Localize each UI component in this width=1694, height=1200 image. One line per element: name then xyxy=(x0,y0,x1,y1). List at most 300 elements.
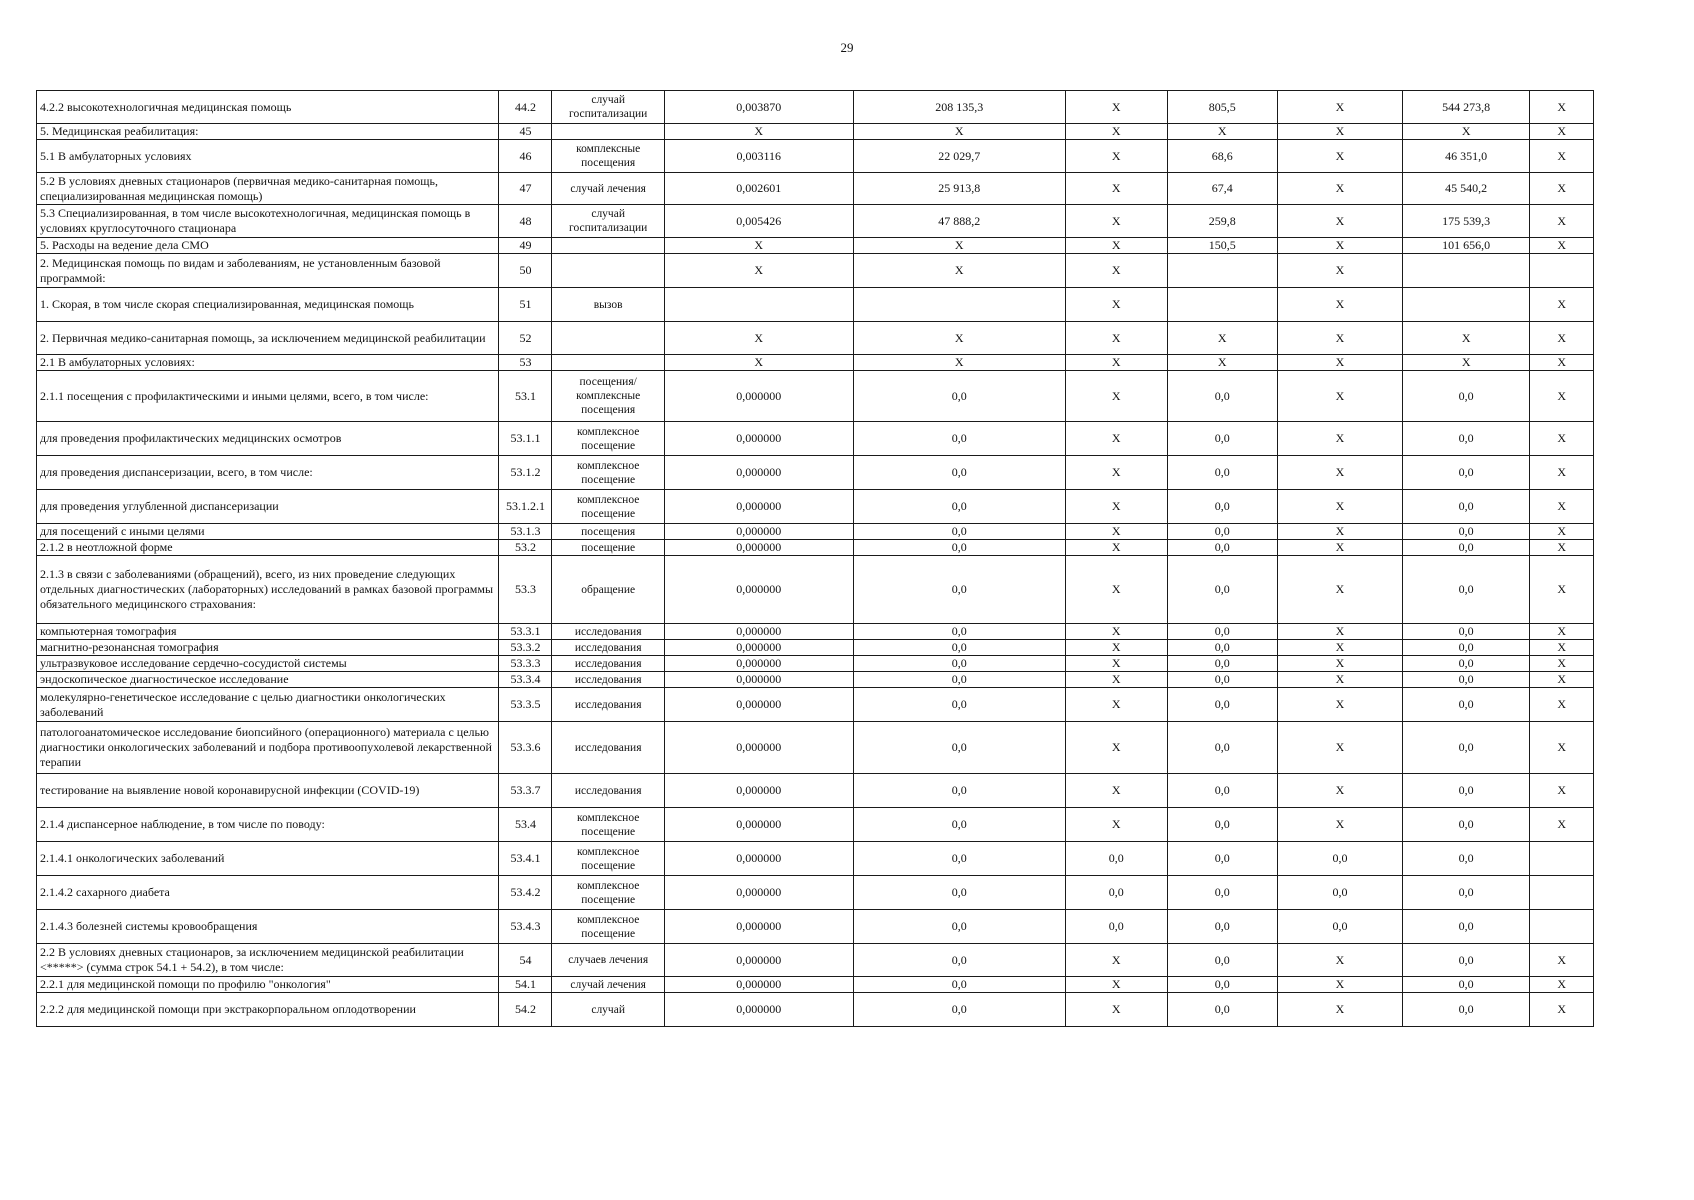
row-per-capita-budget: 0,0 xyxy=(1065,910,1167,944)
table-row xyxy=(37,722,1594,774)
row-per-capita-budget: X xyxy=(1065,722,1167,774)
table-row xyxy=(37,524,1594,540)
row-cost-norm: X xyxy=(853,322,1065,355)
row-code: 53 xyxy=(499,355,552,371)
row-code: 53.4.2 xyxy=(499,876,552,910)
row-total-budget: X xyxy=(1277,808,1402,842)
row-name: 2. Медицинская помощь по видам и заболеваниям, не установленным базовой программой: xyxy=(37,254,499,288)
row-per-capita-oms: 0,0 xyxy=(1167,944,1277,977)
row-total-budget: X xyxy=(1277,540,1402,556)
row-name: 5. Медицинская реабилитация: xyxy=(37,124,499,140)
row-code: 50 xyxy=(499,254,552,288)
row-total-budget: X xyxy=(1277,993,1402,1027)
row-cost-norm: X xyxy=(853,238,1065,254)
row-cost-norm: 0,0 xyxy=(853,540,1065,556)
row-per-capita-oms: 0,0 xyxy=(1167,993,1277,1027)
row-name: для проведения профилактических медицинских осмотров xyxy=(37,422,499,456)
row-unit: исследования xyxy=(552,688,664,722)
row-volume-norm: 0,000000 xyxy=(664,540,853,556)
row-share: X xyxy=(1530,322,1594,355)
row-volume-norm: X xyxy=(664,124,853,140)
row-cost-norm: 0,0 xyxy=(853,640,1065,656)
row-share: X xyxy=(1530,371,1594,422)
row-volume-norm: 0,000000 xyxy=(664,371,853,422)
row-name: 4.2.2 высокотехнологичная медицинская помощь xyxy=(37,91,499,124)
table-row xyxy=(37,993,1594,1027)
row-cost-norm: 0,0 xyxy=(853,456,1065,490)
row-total-oms: 0,0 xyxy=(1403,977,1530,993)
row-total-oms: X xyxy=(1403,355,1530,371)
row-per-capita-oms: 0,0 xyxy=(1167,540,1277,556)
row-unit: исследования xyxy=(552,656,664,672)
row-volume-norm: 0,000000 xyxy=(664,722,853,774)
table-row xyxy=(37,173,1594,205)
row-share: X xyxy=(1530,205,1594,238)
row-total-oms: 46 351,0 xyxy=(1403,140,1530,173)
row-total-oms: 0,0 xyxy=(1403,876,1530,910)
row-per-capita-oms: 0,0 xyxy=(1167,842,1277,876)
row-cost-norm: 0,0 xyxy=(853,774,1065,808)
row-share: X xyxy=(1530,808,1594,842)
row-per-capita-budget: X xyxy=(1065,774,1167,808)
row-total-oms: 0,0 xyxy=(1403,672,1530,688)
row-cost-norm: X xyxy=(853,124,1065,140)
row-volume-norm: 0,002601 xyxy=(664,173,853,205)
row-per-capita-oms xyxy=(1167,288,1277,322)
row-total-budget: X xyxy=(1277,254,1402,288)
table-row xyxy=(37,456,1594,490)
row-cost-norm: 0,0 xyxy=(853,944,1065,977)
row-per-capita-budget: X xyxy=(1065,140,1167,173)
row-per-capita-oms: 0,0 xyxy=(1167,722,1277,774)
row-total-budget: X xyxy=(1277,238,1402,254)
row-total-oms: 0,0 xyxy=(1403,490,1530,524)
row-volume-norm: 0,000000 xyxy=(664,993,853,1027)
row-per-capita-oms xyxy=(1167,254,1277,288)
table-row xyxy=(37,140,1594,173)
row-share: X xyxy=(1530,91,1594,124)
row-code: 53.3.4 xyxy=(499,672,552,688)
row-total-oms xyxy=(1403,254,1530,288)
row-total-budget: X xyxy=(1277,688,1402,722)
row-unit: комплексное посещение xyxy=(552,456,664,490)
row-per-capita-budget: X xyxy=(1065,91,1167,124)
row-code: 49 xyxy=(499,238,552,254)
table-row xyxy=(37,944,1594,977)
row-volume-norm: X xyxy=(664,238,853,254)
data-table xyxy=(36,90,1594,1027)
row-unit: комплексное посещение xyxy=(552,910,664,944)
row-cost-norm: 0,0 xyxy=(853,993,1065,1027)
row-cost-norm: X xyxy=(853,254,1065,288)
row-name: тестирование на выявление новой коронавирусной инфекции (COVID-19) xyxy=(37,774,499,808)
row-per-capita-budget: X xyxy=(1065,205,1167,238)
row-code: 53.3.3 xyxy=(499,656,552,672)
row-volume-norm: 0,000000 xyxy=(664,808,853,842)
row-total-oms: 0,0 xyxy=(1403,722,1530,774)
row-volume-norm: 0,000000 xyxy=(664,688,853,722)
row-unit: исследования xyxy=(552,722,664,774)
row-per-capita-oms: 0,0 xyxy=(1167,672,1277,688)
row-total-budget: X xyxy=(1277,722,1402,774)
row-name: патологоанатомическое исследование биопсийного (операционного) материала с целью диагностики онкологических заболеваний и подбора противоопухолевой лекарственной терапии xyxy=(37,722,499,774)
table-row xyxy=(37,540,1594,556)
row-unit: посещение xyxy=(552,540,664,556)
table-row xyxy=(37,288,1594,322)
row-name: 2. Первичная медико-санитарная помощь, за исключением медицинской реабилитации xyxy=(37,322,499,355)
row-per-capita-budget: X xyxy=(1065,238,1167,254)
row-total-budget: 0,0 xyxy=(1277,842,1402,876)
row-name: 2.2 В условиях дневных стационаров, за исключением медицинской реабилитации <*****> (сумма строк 54.1 + 54.2), в том числе: xyxy=(37,944,499,977)
row-cost-norm: 0,0 xyxy=(853,422,1065,456)
row-per-capita-budget: X xyxy=(1065,422,1167,456)
table-row xyxy=(37,656,1594,672)
row-total-oms: X xyxy=(1403,322,1530,355)
row-code: 52 xyxy=(499,322,552,355)
row-name: 2.1.4.1 онкологических заболеваний xyxy=(37,842,499,876)
row-share: X xyxy=(1530,774,1594,808)
row-code: 46 xyxy=(499,140,552,173)
row-per-capita-oms: 0,0 xyxy=(1167,524,1277,540)
row-total-budget: X xyxy=(1277,288,1402,322)
row-per-capita-oms: 0,0 xyxy=(1167,371,1277,422)
row-name: для проведения диспансеризации, всего, в том числе: xyxy=(37,456,499,490)
row-name: магнитно-резонансная томография xyxy=(37,640,499,656)
row-unit: обращение xyxy=(552,556,664,624)
row-code: 53.1.1 xyxy=(499,422,552,456)
row-total-budget: X xyxy=(1277,944,1402,977)
row-volume-norm: 0,000000 xyxy=(664,490,853,524)
row-share: X xyxy=(1530,656,1594,672)
row-total-oms: 45 540,2 xyxy=(1403,173,1530,205)
row-volume-norm: 0,000000 xyxy=(664,944,853,977)
row-volume-norm: 0,000000 xyxy=(664,910,853,944)
row-volume-norm: X xyxy=(664,254,853,288)
row-per-capita-oms: 0,0 xyxy=(1167,977,1277,993)
table-row xyxy=(37,624,1594,640)
row-code: 54.1 xyxy=(499,977,552,993)
row-total-oms: 175 539,3 xyxy=(1403,205,1530,238)
row-code: 51 xyxy=(499,288,552,322)
row-volume-norm: 0,000000 xyxy=(664,422,853,456)
row-per-capita-budget: X xyxy=(1065,540,1167,556)
row-total-budget: X xyxy=(1277,556,1402,624)
row-code: 53.3.5 xyxy=(499,688,552,722)
row-code: 53.4.3 xyxy=(499,910,552,944)
row-total-budget: X xyxy=(1277,774,1402,808)
row-per-capita-budget: 0,0 xyxy=(1065,876,1167,910)
row-unit: комплексное посещение xyxy=(552,490,664,524)
row-unit: исследования xyxy=(552,672,664,688)
page-number: 29 xyxy=(840,40,854,55)
row-cost-norm: 0,0 xyxy=(853,910,1065,944)
row-per-capita-budget: X xyxy=(1065,288,1167,322)
row-unit: исследования xyxy=(552,640,664,656)
row-total-oms: 0,0 xyxy=(1403,842,1530,876)
row-cost-norm: X xyxy=(853,355,1065,371)
row-code: 53.3.1 xyxy=(499,624,552,640)
row-share: X xyxy=(1530,556,1594,624)
row-share: X xyxy=(1530,624,1594,640)
row-volume-norm: X xyxy=(664,322,853,355)
table-row xyxy=(37,910,1594,944)
row-total-oms: 0,0 xyxy=(1403,688,1530,722)
row-volume-norm: 0,003870 xyxy=(664,91,853,124)
row-volume-norm: 0,000000 xyxy=(664,556,853,624)
row-total-budget: X xyxy=(1277,977,1402,993)
row-per-capita-budget: X xyxy=(1065,688,1167,722)
table-row xyxy=(37,774,1594,808)
row-code: 45 xyxy=(499,124,552,140)
row-share xyxy=(1530,910,1594,944)
row-unit: исследования xyxy=(552,774,664,808)
row-name: 2.1.4.3 болезней системы кровообращения xyxy=(37,910,499,944)
row-name: 5.1 В амбулаторных условиях xyxy=(37,140,499,173)
row-cost-norm: 0,0 xyxy=(853,624,1065,640)
row-volume-norm: 0,000000 xyxy=(664,977,853,993)
row-share: X xyxy=(1530,238,1594,254)
row-share: X xyxy=(1530,672,1594,688)
row-cost-norm: 0,0 xyxy=(853,524,1065,540)
row-total-budget: X xyxy=(1277,205,1402,238)
row-total-budget: X xyxy=(1277,624,1402,640)
table-row xyxy=(37,876,1594,910)
row-unit: случай лечения xyxy=(552,977,664,993)
row-code: 53.1.2.1 xyxy=(499,490,552,524)
row-code: 54.2 xyxy=(499,993,552,1027)
row-per-capita-oms: 0,0 xyxy=(1167,490,1277,524)
table-row xyxy=(37,490,1594,524)
row-share: X xyxy=(1530,977,1594,993)
row-per-capita-budget: X xyxy=(1065,672,1167,688)
row-share xyxy=(1530,842,1594,876)
row-code: 53.2 xyxy=(499,540,552,556)
row-volume-norm: 0,000000 xyxy=(664,774,853,808)
row-name: 2.1.1 посещения с профилактическими и иными целями, всего, в том числе: xyxy=(37,371,499,422)
row-cost-norm: 0,0 xyxy=(853,556,1065,624)
row-per-capita-oms: 0,0 xyxy=(1167,808,1277,842)
row-code: 53.1 xyxy=(499,371,552,422)
row-unit xyxy=(552,238,664,254)
row-per-capita-oms: 0,0 xyxy=(1167,624,1277,640)
row-per-capita-oms: 0,0 xyxy=(1167,640,1277,656)
row-share: X xyxy=(1530,944,1594,977)
row-name: 2.1.4 диспансерное наблюдение, в том числе по поводу: xyxy=(37,808,499,842)
row-per-capita-budget: X xyxy=(1065,124,1167,140)
row-name: 1. Скорая, в том числе скорая специализированная, медицинская помощь xyxy=(37,288,499,322)
row-per-capita-oms: 0,0 xyxy=(1167,456,1277,490)
row-volume-norm: 0,000000 xyxy=(664,672,853,688)
row-total-budget: X xyxy=(1277,140,1402,173)
row-per-capita-budget: 0,0 xyxy=(1065,842,1167,876)
row-name: 2.1.2 в неотложной форме xyxy=(37,540,499,556)
row-per-capita-oms: X xyxy=(1167,322,1277,355)
row-unit xyxy=(552,124,664,140)
row-per-capita-oms: 805,5 xyxy=(1167,91,1277,124)
row-per-capita-budget: X xyxy=(1065,173,1167,205)
table-row xyxy=(37,842,1594,876)
row-cost-norm: 0,0 xyxy=(853,688,1065,722)
table-row xyxy=(37,808,1594,842)
row-name: 2.1.4.2 сахарного диабета xyxy=(37,876,499,910)
table-row xyxy=(37,371,1594,422)
row-total-budget: X xyxy=(1277,422,1402,456)
row-total-budget: X xyxy=(1277,91,1402,124)
row-unit: посещения/комплексные посещения xyxy=(552,371,664,422)
row-cost-norm: 0,0 xyxy=(853,842,1065,876)
row-code: 53.1.2 xyxy=(499,456,552,490)
row-per-capita-budget: X xyxy=(1065,456,1167,490)
row-share xyxy=(1530,876,1594,910)
row-total-oms: 0,0 xyxy=(1403,422,1530,456)
row-cost-norm: 0,0 xyxy=(853,808,1065,842)
row-volume-norm: 0,000000 xyxy=(664,640,853,656)
row-name: эндоскопическое диагностическое исследование xyxy=(37,672,499,688)
row-name: 2.1 В амбулаторных условиях: xyxy=(37,355,499,371)
row-total-oms: 0,0 xyxy=(1403,774,1530,808)
row-volume-norm: 0,000000 xyxy=(664,876,853,910)
row-unit: случай госпитализации xyxy=(552,205,664,238)
row-total-budget: X xyxy=(1277,173,1402,205)
row-per-capita-budget: X xyxy=(1065,355,1167,371)
row-total-budget: X xyxy=(1277,355,1402,371)
row-per-capita-budget: X xyxy=(1065,624,1167,640)
row-unit: случай xyxy=(552,993,664,1027)
row-per-capita-budget: X xyxy=(1065,944,1167,977)
row-unit xyxy=(552,355,664,371)
row-total-budget: X xyxy=(1277,124,1402,140)
row-share: X xyxy=(1530,140,1594,173)
row-code: 48 xyxy=(499,205,552,238)
row-name: 5.3 Специализированная, в том числе высокотехнологичная, медицинская помощь в условиях круглосуточного стационара xyxy=(37,205,499,238)
table-row xyxy=(37,422,1594,456)
row-per-capita-budget: X xyxy=(1065,322,1167,355)
row-share: X xyxy=(1530,993,1594,1027)
row-share xyxy=(1530,254,1594,288)
table-row xyxy=(37,205,1594,238)
row-total-budget: X xyxy=(1277,656,1402,672)
row-per-capita-budget: X xyxy=(1065,656,1167,672)
row-unit: комплексное посещение xyxy=(552,422,664,456)
row-total-oms: X xyxy=(1403,124,1530,140)
row-code: 53.4 xyxy=(499,808,552,842)
row-per-capita-oms: 259,8 xyxy=(1167,205,1277,238)
row-total-oms: 0,0 xyxy=(1403,993,1530,1027)
row-total-budget: X xyxy=(1277,524,1402,540)
row-name: для посещений с иными целями xyxy=(37,524,499,540)
row-unit: посещения xyxy=(552,524,664,540)
row-unit: случай лечения xyxy=(552,173,664,205)
row-code: 54 xyxy=(499,944,552,977)
row-cost-norm: 0,0 xyxy=(853,371,1065,422)
row-share: X xyxy=(1530,540,1594,556)
row-unit: комплексное посещение xyxy=(552,876,664,910)
row-per-capita-budget: X xyxy=(1065,808,1167,842)
row-cost-norm: 0,0 xyxy=(853,876,1065,910)
row-cost-norm: 47 888,2 xyxy=(853,205,1065,238)
row-total-oms xyxy=(1403,288,1530,322)
row-per-capita-budget: X xyxy=(1065,640,1167,656)
row-share: X xyxy=(1530,688,1594,722)
row-unit: случай госпитализации xyxy=(552,91,664,124)
row-total-oms: 101 656,0 xyxy=(1403,238,1530,254)
row-share: X xyxy=(1530,524,1594,540)
row-name: компьютерная томография xyxy=(37,624,499,640)
row-total-budget: X xyxy=(1277,672,1402,688)
row-total-budget: X xyxy=(1277,490,1402,524)
row-volume-norm: 0,000000 xyxy=(664,524,853,540)
row-per-capita-oms: 0,0 xyxy=(1167,876,1277,910)
table-row xyxy=(37,640,1594,656)
row-per-capita-budget: X xyxy=(1065,993,1167,1027)
row-volume-norm: 0,000000 xyxy=(664,656,853,672)
row-name: 2.2.2 для медицинской помощи при экстракорпоральном оплодотворении xyxy=(37,993,499,1027)
row-unit: исследования xyxy=(552,624,664,640)
row-volume-norm: 0,000000 xyxy=(664,624,853,640)
row-share: X xyxy=(1530,124,1594,140)
row-share: X xyxy=(1530,490,1594,524)
row-name: для проведения углубленной диспансеризации xyxy=(37,490,499,524)
row-code: 53.4.1 xyxy=(499,842,552,876)
row-unit: вызов xyxy=(552,288,664,322)
row-per-capita-budget: X xyxy=(1065,371,1167,422)
row-unit: комплексное посещение xyxy=(552,808,664,842)
row-name: 5. Расходы на ведение дела СМО xyxy=(37,238,499,254)
row-total-budget: X xyxy=(1277,456,1402,490)
row-code: 47 xyxy=(499,173,552,205)
row-share: X xyxy=(1530,640,1594,656)
table-row xyxy=(37,556,1594,624)
row-volume-norm xyxy=(664,288,853,322)
row-name: 2.1.3 в связи с заболеваниями (обращений), всего, из них проведение следующих отдельных диагностических (лабораторных) исследований в рамках базовой программы обязательного медицинского страхования: xyxy=(37,556,499,624)
row-share: X xyxy=(1530,355,1594,371)
row-code: 53.3.7 xyxy=(499,774,552,808)
row-total-oms: 544 273,8 xyxy=(1403,91,1530,124)
row-per-capita-oms: 0,0 xyxy=(1167,688,1277,722)
row-total-budget: X xyxy=(1277,640,1402,656)
row-per-capita-budget: X xyxy=(1065,524,1167,540)
row-total-oms: 0,0 xyxy=(1403,944,1530,977)
row-code: 53.3 xyxy=(499,556,552,624)
row-unit xyxy=(552,322,664,355)
row-cost-norm: 0,0 xyxy=(853,672,1065,688)
row-per-capita-budget: X xyxy=(1065,556,1167,624)
row-cost-norm: 0,0 xyxy=(853,656,1065,672)
row-total-budget: X xyxy=(1277,322,1402,355)
row-total-budget: 0,0 xyxy=(1277,910,1402,944)
row-total-budget: X xyxy=(1277,371,1402,422)
row-name: 5.2 В условиях дневных стационаров (первичная медико-санитарная помощь, специализированная медицинская помощь) xyxy=(37,173,499,205)
row-share: X xyxy=(1530,173,1594,205)
row-cost-norm: 208 135,3 xyxy=(853,91,1065,124)
row-total-oms: 0,0 xyxy=(1403,624,1530,640)
row-total-oms: 0,0 xyxy=(1403,656,1530,672)
row-total-oms: 0,0 xyxy=(1403,910,1530,944)
row-cost-norm: 0,0 xyxy=(853,722,1065,774)
row-share: X xyxy=(1530,456,1594,490)
row-per-capita-oms: 67,4 xyxy=(1167,173,1277,205)
row-share: X xyxy=(1530,288,1594,322)
row-per-capita-budget: X xyxy=(1065,490,1167,524)
row-cost-norm: 0,0 xyxy=(853,977,1065,993)
row-cost-norm: 25 913,8 xyxy=(853,173,1065,205)
row-code: 53.3.6 xyxy=(499,722,552,774)
row-per-capita-budget: X xyxy=(1065,254,1167,288)
row-total-oms: 0,0 xyxy=(1403,808,1530,842)
row-volume-norm: 0,000000 xyxy=(664,456,853,490)
row-per-capita-oms: 0,0 xyxy=(1167,556,1277,624)
row-per-capita-oms: 0,0 xyxy=(1167,774,1277,808)
